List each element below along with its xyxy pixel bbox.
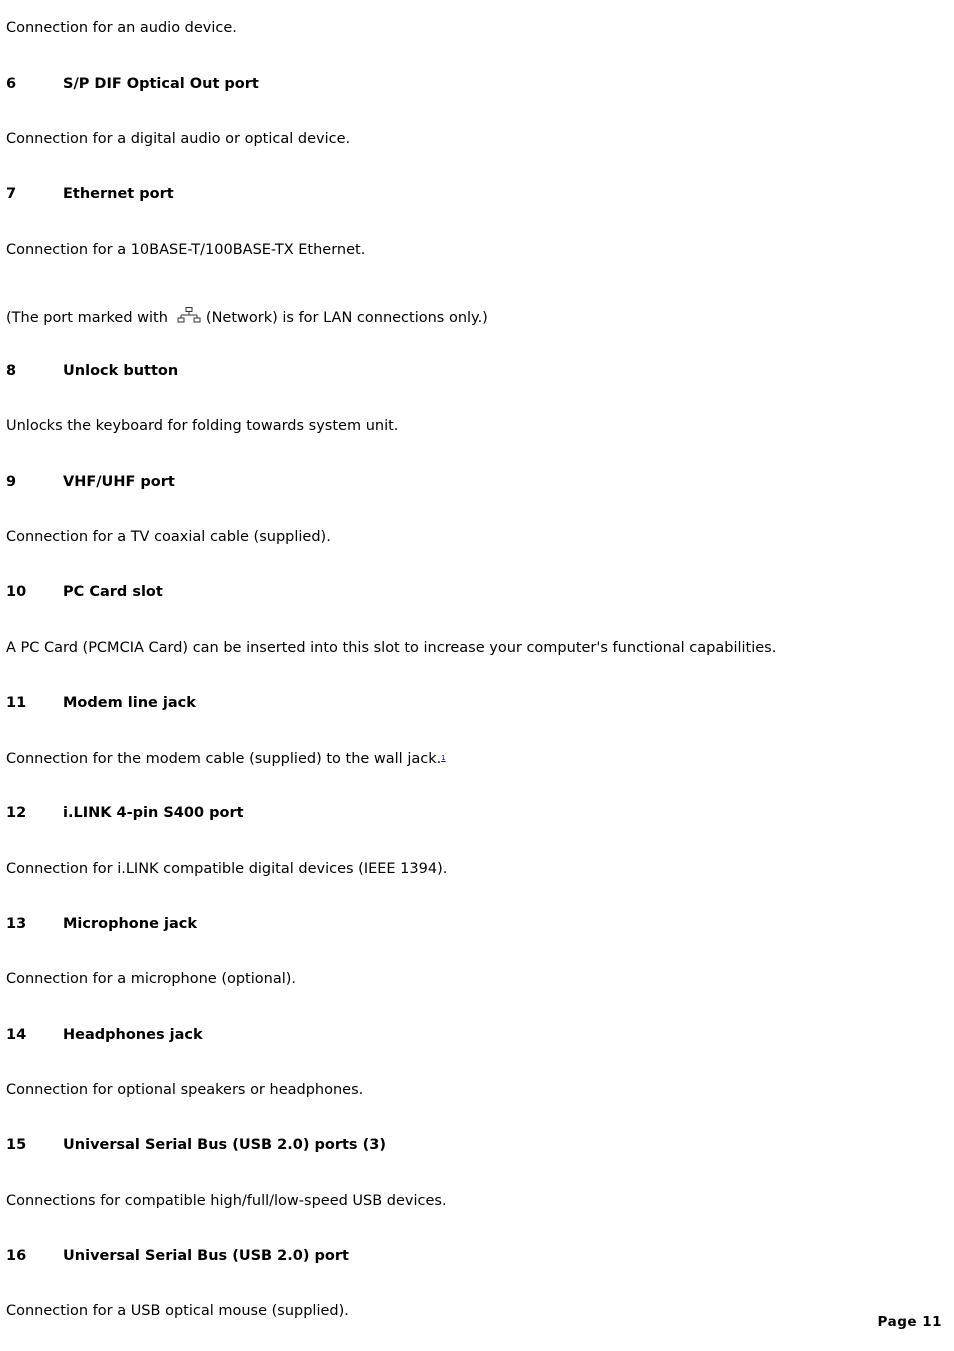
item-heading-16 — [6, 1247, 349, 1265]
item-number: 12 — [6, 805, 27, 821]
item-title: Universal Serial Bus (USB 2.0) port — [63, 1248, 349, 1264]
network-note-after: (Network) is for LAN connections only.) — [205, 310, 488, 326]
item-desc-text: Connection for the modem cable (supplied) to the wall jack. — [6, 751, 442, 767]
intro-text: Connection for an audio device. — [6, 20, 237, 36]
network-note — [6, 307, 488, 327]
item-number: 11 — [6, 695, 27, 711]
item-title: i.LINK 4-pin S400 port — [63, 805, 244, 821]
item-desc-9: Connection for a TV coaxial cable (supplied). — [6, 529, 331, 545]
item-desc-7: Connection for a 10BASE-T/100BASE-TX Ethernet. — [6, 242, 366, 258]
item-number: 15 — [6, 1137, 27, 1153]
item-number: 14 — [6, 1027, 27, 1043]
item-number: 10 — [6, 584, 27, 600]
item-title: Universal Serial Bus (USB 2.0) ports (3) — [63, 1137, 386, 1153]
item-title: Ethernet port — [63, 186, 174, 202]
footnote-link[interactable]: 1 — [441, 754, 446, 762]
item-title: PC Card slot — [63, 584, 163, 600]
item-title: VHF/UHF port — [63, 474, 175, 490]
item-title: S/P DIF Optical Out port — [63, 76, 259, 92]
item-heading-10 — [6, 583, 163, 601]
item-heading-6 — [6, 75, 259, 93]
item-title: Unlock button — [63, 363, 179, 379]
item-title: Headphones jack — [63, 1027, 203, 1043]
item-desc-14: Connection for optional speakers or headphones. — [6, 1082, 364, 1098]
item-heading-9 — [6, 473, 175, 491]
item-title: Modem line jack — [63, 695, 196, 711]
item-desc-8: Unlocks the keyboard for folding towards system unit. — [6, 418, 399, 434]
item-desc-12: Connection for i.LINK compatible digital devices (IEEE 1394). — [6, 861, 448, 877]
item-heading-13 — [6, 915, 197, 933]
item-number: 16 — [6, 1248, 27, 1264]
item-desc-13: Connection for a microphone (optional). — [6, 971, 297, 987]
item-heading-15 — [6, 1136, 386, 1154]
network-icon — [176, 307, 202, 325]
page-number: Page 11 — [877, 1314, 942, 1330]
item-heading-14 — [6, 1026, 203, 1044]
item-heading-11 — [6, 694, 196, 712]
item-heading-12 — [6, 804, 244, 822]
item-heading-7 — [6, 185, 174, 203]
item-number: 6 — [6, 76, 17, 92]
item-title: Microphone jack — [63, 916, 197, 932]
item-desc-15: Connections for compatible high/full/low-speed USB devices. — [6, 1193, 447, 1209]
item-desc-6: Connection for a digital audio or optical device. — [6, 131, 351, 147]
item-desc-10: A PC Card (PCMCIA Card) can be inserted into this slot to increase your computer's functional capabilities. — [6, 640, 777, 656]
item-number: 8 — [6, 363, 17, 379]
item-heading-8 — [6, 362, 178, 380]
item-desc-16: Connection for a USB optical mouse (supplied). — [6, 1303, 349, 1319]
item-number: 7 — [6, 186, 17, 202]
item-desc-11 — [6, 749, 446, 768]
network-note-before: (The port marked with — [6, 310, 168, 326]
item-number: 9 — [6, 474, 17, 490]
item-number: 13 — [6, 916, 27, 932]
